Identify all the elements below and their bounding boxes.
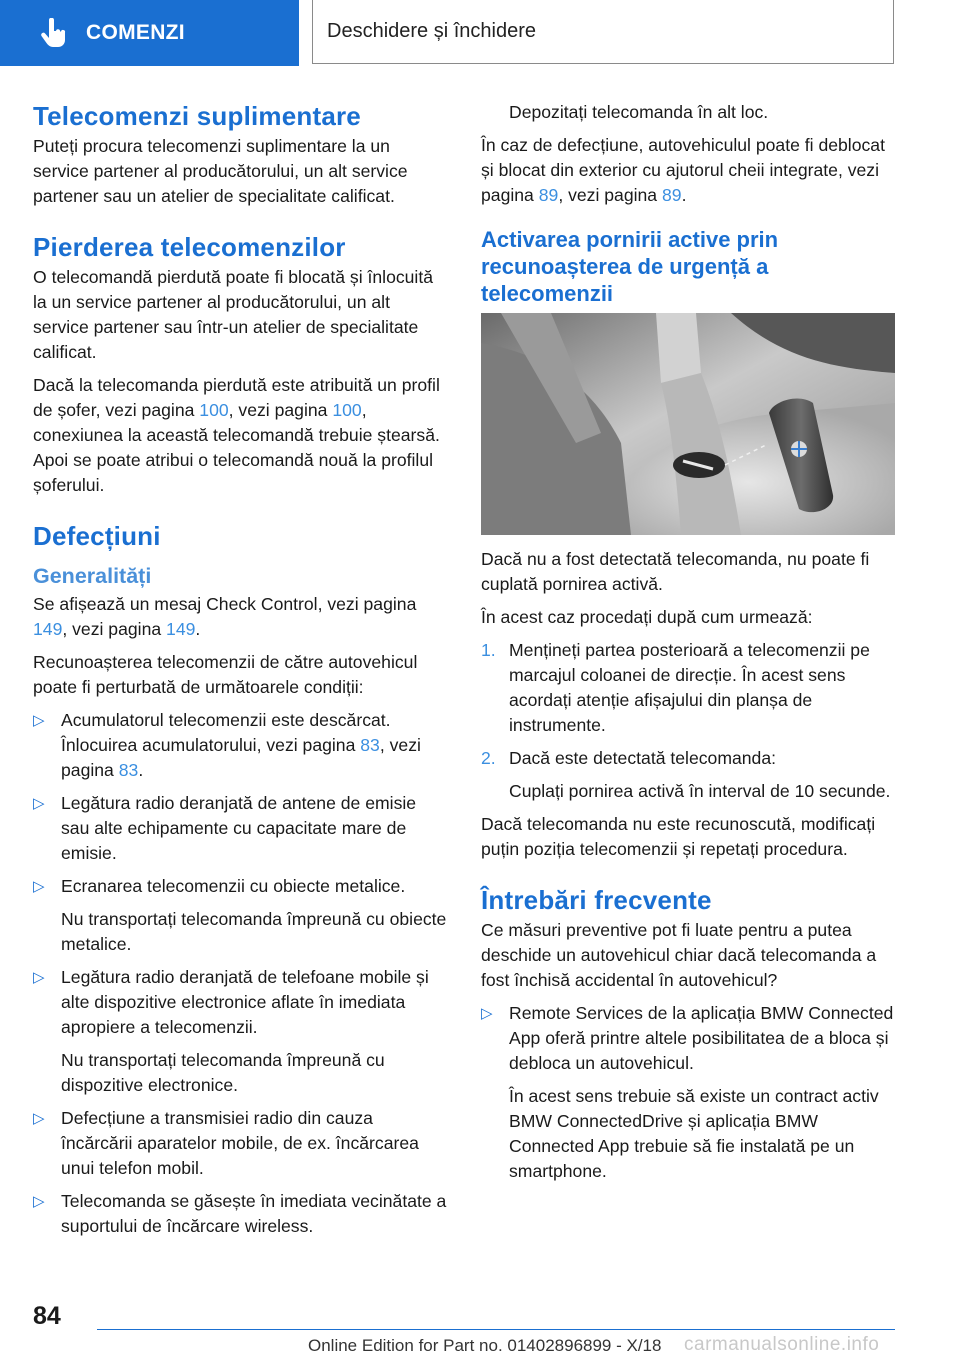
triangle-bullet-icon: ▷ [33, 1110, 45, 1127]
paragraph: Ce măsuri preventive pot fi luate pentru a putea deschide un autovehicul chiar dacă telecomanda a fost închisă accidental în autovehicul? [481, 920, 877, 990]
paragraph: Recunoașterea telecomenzii de către autovehicul poate fi perturbată de următoarele condiții: [33, 652, 418, 697]
page-number: 84 [33, 1302, 61, 1330]
paragraph: Dacă nu a fost detectată telecomanda, nu poate fi cuplată pornirea activă. [481, 549, 870, 594]
watermark: carmanualsonline.info [684, 1334, 880, 1355]
list-item: ▷ Legătura radio deranjată de telefoane mobile și alte dispozitive electronice aflate în imediata apropiere a telecomenzii. Nu transportați telecomanda împreună cu dispozitive electronice. [33, 967, 429, 1095]
list-item: ▷ Defecțiune a transmisiei radio din cauza încărcării aparatelor mobile, de ex. încărcarea unui telefon mobil. [33, 1108, 419, 1178]
heading-additional-remotes: Telecomenzi suplimentare [33, 101, 361, 131]
page-link[interactable]: 100 [199, 400, 229, 420]
conditions-list [33, 708, 448, 1239]
list-item: ▷ Remote Services de la aplicația BMW Connected App oferă printre altele posibilitatea de a bloca și debloca un autovehicul. În acest sens trebuie să existe un contract activ BMW ConnectedDrive și aplicația BMW Connected App trebuie să fie instalată pe un smartphone. [481, 1003, 894, 1181]
heading-malfunctions: Defecțiuni [33, 521, 161, 551]
heading-lost-remotes: Pierderea telecomenzilor [33, 232, 346, 262]
paragraph: Depozitați telecomanda în alt loc. [509, 102, 769, 122]
left-column [33, 100, 448, 1247]
list-item: 2. Dacă este detectată telecomanda: Cuplați pornirea activă în interval de 10 secunde. [481, 748, 891, 801]
heading-faq: Întrebări frecvente [481, 885, 712, 915]
steering-column-photo [481, 313, 895, 535]
paragraph: Dacă la telecomanda pierdută este atribuită un profil de șofer, vezi pagina 100, vezi pagina 100, conexiunea la această telecomandă trebuie ștearsă. Apoi se poate atribui o telecomandă nouă la profilul șoferului. [33, 375, 440, 495]
triangle-bullet-icon: ▷ [33, 878, 45, 895]
list-item: ▷ Acumulatorul telecomenzii este descărcat. Înlocuirea acumulatorului, vezi pagina 83, vezi pagina 83. [33, 710, 421, 780]
list-item: ▷ Ecranarea telecomenzii cu obiecte metalice. Nu transportați telecomanda împreună cu obiecte metalice. [33, 876, 447, 954]
section-title: Deschidere și închidere [327, 20, 536, 42]
hand-pointer-icon [40, 18, 66, 48]
page-link[interactable]: 149 [166, 619, 196, 639]
page-link[interactable]: 83 [118, 760, 139, 780]
page-link[interactable]: 83 [360, 735, 380, 755]
page-link[interactable]: 89 [662, 185, 682, 205]
triangle-bullet-icon: ▷ [481, 1005, 493, 1022]
right-column [481, 100, 897, 1192]
faq-list [481, 1001, 897, 1184]
list-item: ▷ Telecomanda se găsește în imediata vecinătate a suportului de încărcare wireless. [33, 1191, 447, 1236]
page-link[interactable]: 100 [332, 400, 362, 420]
paragraph: Puteți procura telecomenzi suplimentare la un service partener al producătorului, un alt service partener sau un atelier de specialitate calificat. [33, 136, 408, 206]
list-item: 1. Mențineți partea posterioară a telecomenzii pe marcajul coloanei de direcție. În acest sens acordați atenție afișajului din planșa de instrumente. [481, 640, 870, 735]
paragraph: În caz de defecțiune, autovehiculul poate fi deblocat și blocat din exterior cu ajutorul cheii integrate, vezi pagina 89, vezi pagina 89. [481, 135, 885, 205]
section-header [312, 0, 894, 64]
triangle-bullet-icon: ▷ [33, 969, 45, 986]
footer-divider [97, 1329, 895, 1330]
paragraph: În acest caz procedați după cum urmează: [481, 607, 813, 627]
chapter-tab-label: COMENZI [86, 21, 185, 44]
paragraph: O telecomandă pierdută poate fi blocată și înlocuită la un service partener al producătorului, un alt service partener sau într-un atelier de specialitate calificat. [33, 267, 434, 362]
paragraph: Dacă telecomanda nu este recunoscută, modificați puțin poziția telecomenzii și repetați procedura. [481, 814, 876, 859]
triangle-bullet-icon: ▷ [33, 1193, 45, 1210]
paragraph: Se afișează un mesaj Check Control, vezi pagina 149, vezi pagina 149. [33, 594, 417, 639]
triangle-bullet-icon: ▷ [33, 795, 45, 812]
step-number: 1. [481, 640, 496, 660]
page-link[interactable]: 149 [33, 619, 63, 639]
heading-emergency-detection: Activarea pornirii active prin recunoașterea de urgență a telecomenzii [481, 227, 779, 306]
footer-edition: Online Edition for Part no. 01402896899 - X/18 [308, 1336, 662, 1355]
list-item: ▷ Legătura radio deranjată de antene de emisie sau alte echipamente cu capacitate mare de emisie. [33, 793, 417, 863]
step-number: 2. [481, 748, 496, 768]
triangle-bullet-icon: ▷ [33, 712, 45, 729]
chapter-tab[interactable] [0, 0, 299, 66]
page-link[interactable]: 89 [538, 185, 559, 205]
steps-list [481, 638, 897, 804]
heading-general: Generalități [33, 564, 152, 588]
